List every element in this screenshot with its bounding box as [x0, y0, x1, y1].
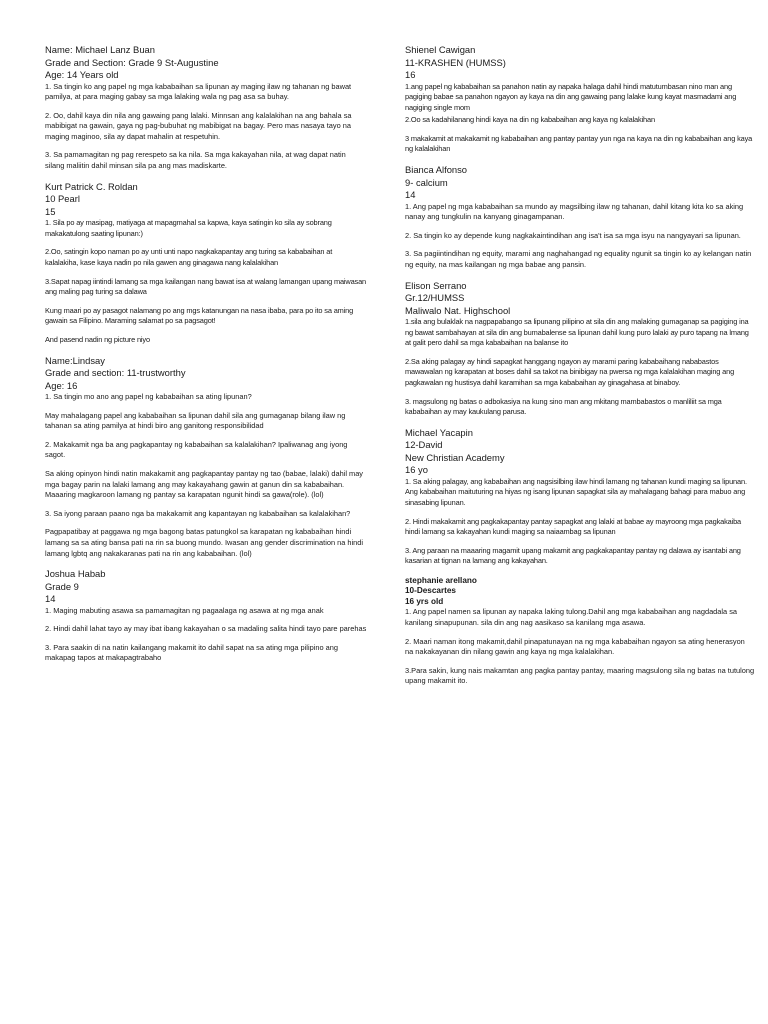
answer-1: 1. Sa tingin ko ang papel ng mga kababaihan sa lipunan ay maging ilaw ng tahanan ng bawat pamilya, at para maging gabay sa mga lalaking wala ng pag asa sa buhay. [45, 81, 352, 102]
answer-3: 3. magsulong ng batas o adbokasiya na kung sino man ang mkitang mambabastos o manliliit sa mga kababaihan ay may kaukulang parusa. [405, 396, 722, 417]
answer-1: 1.sila ang bulaklak na nagpapabango sa lipunang pilipino at sila din ang malaking gumaganap sa pagiging ina ng bawat sambahayan at sila din ang bumabalense sa lipunan dahil kung puro lalaki ay puro tapang na lmang at galit pero dahil sa mga kababaihan na balanse ito [405, 317, 749, 348]
answer-3: 3. Sa pamamagitan ng pag rerespeto sa ka nila. Sa mga kakayahan nila, at wag dapat natin silang maliitin dahil minsan sila pa ang mas madiskarte. [45, 150, 346, 171]
respondent-age: 16 [405, 69, 416, 80]
answer-1: 1. Sila po ay masipag, matiyaga at mapagmahal sa kapwa, kaya satingin ko sila ay sobrang makakatulong saating lipunan:) [45, 218, 332, 238]
respondent-age: Age: 16 [45, 379, 78, 391]
answer-3: Pagpapatibay at paggawa ng mga bagong batas patungkol sa karapatan ng kababaihan hindi lamang sa sa ating bansa pati na rin sa buong mundo. Iwasan ang gender discrimination na hindi lamang lgbtq ang nakakaranas pati na rin ang kababaihan. (lol) [45, 527, 364, 558]
respondent-age: 14 [405, 189, 416, 201]
response-kurt-patrick-roldan [45, 181, 367, 346]
response-michael-yacapin [405, 427, 755, 567]
request-note: Kung maari po ay pasagot nalamang po ang mgs katanungan na nasa ibaba, para po ito sa aming gawain sa Filipino. Maraming salamat po sa pagsagot! [45, 305, 354, 326]
answer-3: 3. Sa pagiintindihan ng equity, marami ang naghahangad ng equality ngunit sa tingin ko ay kelangan natin ng equity, na mas kailangan ng mga babae ang pansin. [405, 249, 752, 269]
answer-2: 2.Sa aking palagay ay hindi sapagkat hanggang ngayon ay marami paring kababaihang nababastos mawawalan ng karapatan at boses dahil sa takot na binibigay na pwersa ng mga kalalakihan maging ang pagkawalan ng hustisya dahil karamihan sa mga kababaihan ay ginagahasa at binaboy. [405, 356, 735, 387]
response-joshua-habab [45, 568, 367, 664]
respondent-section: Grade and section: 11-trustworthy [45, 367, 186, 378]
respondent-name: Name:Lindsay [45, 354, 105, 366]
respondent-name: Elison Serrano [405, 279, 467, 291]
respondent-section: 9- calcium [405, 176, 448, 188]
response-elison-serrano [405, 280, 755, 418]
answer-3: 3 makakamit at makakamit ng kababaihan ang pantay pantay yun nga na kaya na din ng kababaihan ang kaya ng kalalakihan [405, 133, 753, 154]
response-lindsay [45, 355, 367, 560]
left-column [45, 44, 367, 673]
right-column [405, 44, 755, 696]
answer-2: 2. Oo, dahil kaya din nila ang gawaing pang lalaki. Minnsan ang kalalakihan na ang bahala sa mabibigat na gawain, gaya ng pag-bubuhat ng mabibigat na bagay. Pero mas nasaya tayo na maging maginoo, sila ay dapat mahalin at respetuhin. [45, 110, 352, 141]
respondent-school: Maliwalo Nat. Highschool [405, 304, 511, 316]
respondent-age: Age: 14 Years old [45, 69, 119, 80]
answer-2: 2.Oo, satingin kopo naman po ay unti unti napo nagkakapantay ang turing sa kababaihan at kalalakiha, kase kaya nadin po nila gawen ang ginagawa nang kalalakihan [45, 247, 333, 267]
answer-1: May mahalagang papel ang kababaihan sa lipunan dahil sila ang gumaganap bilang ilaw ng tahanan sa ating pamilya at hindi biro ang ganitong responsibilidad [45, 410, 346, 431]
answer-2: 2. Hindi makakamit ang pagkakapantay pantay sapagkat ang lalaki at babae ay mayroong mga pagkakaiba hindi lamang sa kakayahan kundi maging sa naiaambag sa lipunan [405, 516, 742, 537]
respondent-name: Joshua Habab [45, 568, 106, 580]
answer-3: 3.Para sakin, kung nais makamtan ang pagka pantay pantay, maaring magsulong sila ng batas na tutulong upang makamit ito. [405, 665, 755, 686]
respondent-name: Shienel Cawigan [405, 44, 476, 55]
response-michael-lanz-buan [45, 44, 367, 172]
respondent-section: Gr.12/HUMSS [405, 292, 465, 304]
respondent-name: Michael Yacapin [405, 426, 473, 438]
response-shienel-cawigan [405, 44, 755, 155]
picture-note: And pasend nadin ng picture niyo [45, 334, 150, 344]
answer-3: 3. Ang paraan na maaaring magamit upang makamit ang pagkakapantay pantay ng dalawa ay isantabi ang kasarian at tignan na lamang ang kakayahan. [405, 545, 741, 566]
question-3: 3. Sa iyong paraan paano nga ba makakamit ang kapantayan ng kababaihan sa kalalakihan? [45, 508, 351, 518]
respondent-section: 10 Pearl [45, 193, 80, 205]
answer-1: 1. Maging mabuting asawa sa pamamagitan ng pagaalaga ng asawa at ng mga anak [45, 605, 324, 615]
answer-2: Sa aking opinyon hindi natin makakamit ang pagkapantay pantay ng tao (babae, lalaki) dahil may mga bagay parin na lalaki lamang ang may kakayahang gawin at ganun din sa kababaihan. Maaaring magkaroon lamang ng pantay sa karapatan ngunit hindi sa gawa(role). (lol) [45, 468, 364, 500]
respondent-name: Name: Michael Lanz Buan [45, 44, 155, 55]
answer-2: 2. Hindi dahil lahat tayo ay may ibat ibang kakayahan o sa madaling salita hindi tayo pare parehas [45, 624, 367, 634]
response-stephanie-arellano [405, 576, 755, 687]
question-1: 1. Sa tingin mo ano ang papel ng kababaihan sa ating lipunan? [45, 392, 252, 401]
answer-1: 1.ang papel ng kababaihan sa panahon natin ay napaka halaga dahil hindi matutumbasan nino man ang pagiging babae sa panahon ngayon ay kaya na din ang gawaing pang lalake kung kayat masmadami ang nagiging single mom [405, 81, 737, 112]
respondent-age: 16 yo [405, 464, 428, 476]
question-2: 2. Makakamit nga ba ang pagkapantay ng kababaihan sa kalalakihan? Ipaliwanag ang iyong sagot. [45, 439, 348, 460]
answer-3: 3.Sapat napag iintindi lamang sa mga kailangan nang bawat isa at walang lamangan upang maiwasan ang maling pag turing sa dalawa [45, 276, 367, 297]
respondent-section: Grade and Section: Grade 9 St-Augustine [45, 56, 219, 68]
answer-2: 2. Maari naman itong makamit,dahil pinapatunayan na ng mga kababaihan ngayon sa ating henerasyon na nakakayanan din nilang gawin ang kaya ng mga kalalakihan. [405, 636, 745, 657]
respondent-age: 14 [45, 593, 56, 605]
respondent-section: 12-David [405, 439, 443, 451]
respondent-age: 15 [45, 205, 56, 217]
answer-3: 3. Para saakin di na natin kailangang makamit ito dahil sapat na sa ating mga pilipino ang makapag tapos at makapagtrabaho [45, 642, 338, 663]
answer-1: 1. Ang papel ng mga kababaihan sa mundo ay magsilbing ilaw ng tahanan, dahil kitang kita ko sa aking nanay ang tungkulin na kanyang ginagampanan. [405, 201, 744, 222]
respondent-section: 11-KRASHEN (HUMSS) [405, 56, 506, 68]
respondent-name: stephanie arellano [405, 575, 477, 585]
respondent-name: Bianca Alfonso [405, 164, 468, 176]
answer-2: 2. Sa tingin ko ay depende kung nagkakaintindihan ang isa't isa sa mga isyu na nangyayari sa lipunan. [405, 230, 741, 240]
respondent-age: 16 yrs old [405, 596, 444, 606]
answer-1: 1. Ang papel namen sa lipunan ay napaka laking tulong.Dahil ang mga kababaihan ang nagdadala sa kanilang sinapupunan. sila din ang nag aasikaso sa kanilang mga asawa. [405, 607, 738, 628]
respondent-section: 10-Descartes [405, 586, 456, 596]
respondent-school: New Christian Academy [405, 451, 505, 463]
answer-1: 1. Sa aking palagay, ang kababaihan ang nagsisilbing ilaw hindi lamang ng tahanan kundi maging sa lipunan. Ang kababaihan maituturing na hiyas ng isang lipunan sapagkat sila ay mahalagang bahagi para mabuo ang sinasabing lipunan. [405, 476, 747, 507]
respondent-name: Kurt Patrick C. Roldan [45, 180, 138, 192]
respondent-section: Grade 9 [45, 580, 79, 592]
answer-2: 2.Oo sa kadahilanang hindi kaya na din ng kababaihan ang kaya ng kalalakihan [405, 115, 655, 125]
response-bianca-alfonso [405, 164, 755, 270]
